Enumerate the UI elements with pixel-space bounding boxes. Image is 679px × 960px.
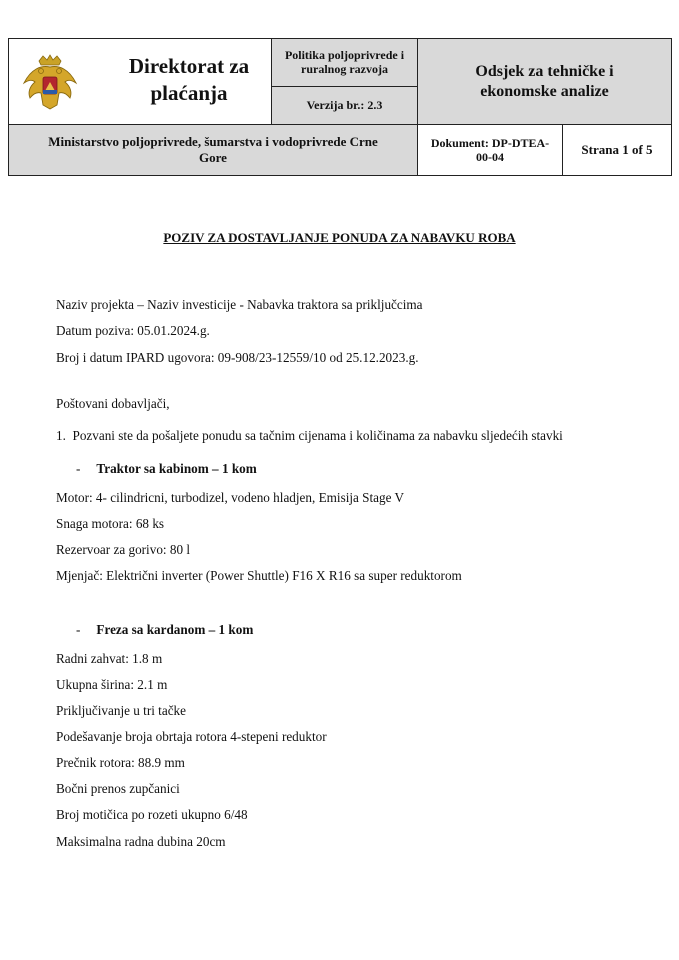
document-header-table [8, 38, 672, 176]
spec-line: Ukupna širina: 2.1 m [56, 677, 168, 692]
bullet-dash: - [76, 622, 81, 637]
montenegro-coat-of-arms-icon [21, 53, 79, 111]
numbered-paragraph-1 [56, 428, 563, 444]
page-number-cell: Strana 1 of 5 [563, 125, 672, 176]
spec-line: Radni zahvat: 1.8 m [56, 651, 163, 666]
project-name-line: Naziv projekta – Naziv investicije - Nabavka traktora sa priključcima [56, 297, 423, 312]
spec-line: Mjenjač: Električni inverter (Power Shuttle) F16 X R16 sa super reduktorom [56, 568, 462, 583]
ministry-cell: Ministarstvo poljoprivrede, šumarstva i vodoprivrede Crne Gore [9, 125, 418, 176]
contract-line: Broj i datum IPARD ugovora: 09-908/23-12559/10 od 25.12.2023.g. [56, 350, 419, 365]
document-id-cell: Dokument: DP-DTEA- 00-04 [418, 125, 563, 176]
org-name: Direktorat za plaćanja [128, 54, 250, 105]
org-cell [9, 39, 272, 125]
invitation-date-line: Datum poziva: 05.01.2024.g. [56, 323, 210, 338]
spec-line: Maksimalna radna dubina 20cm [56, 834, 226, 849]
freza-heading [76, 622, 253, 638]
freza-heading-text: Freza sa kardanom – 1 kom [96, 622, 254, 637]
spec-line: Priključivanje u tri tačke [56, 703, 187, 718]
bullet-dash: - [76, 461, 81, 476]
tractor-heading-text: Traktor sa kabinom – 1 kom [96, 461, 257, 476]
department-cell: Odsjek za tehničke i ekonomske analize [418, 39, 672, 125]
spec-line: Rezervoar za gorivo: 80 l [56, 542, 191, 557]
page-title: POZIV ZA DOSTAVLJANJE PONUDA ZA NABAVKU ROBA [163, 230, 516, 245]
spec-line: Snaga motora: 68 ks [56, 516, 165, 531]
spec-line: Podešavanje broja obrtaja rotora 4-stepeni reduktor [56, 729, 327, 744]
spec-line: Bočni prenos zupčanici [56, 781, 180, 796]
tractor-heading [76, 461, 257, 477]
spec-line: Motor: 4- cilindricni, turbodizel, vodeno hladjen, Emisija Stage V [56, 490, 405, 505]
spec-line: Broj motičica po rozeti ukupno 6/48 [56, 807, 248, 822]
greeting-line: Poštovani dobavljači, [56, 396, 170, 411]
version-cell: Verzija br.: 2.3 [272, 86, 418, 124]
list-text: Pozvani ste da pošaljete ponudu sa tačnim cijenama i količinama za nabavku sljedećih stavki [72, 428, 563, 443]
list-number: 1. [56, 428, 66, 443]
policy-cell: Politika poljoprivrede i ruralnog razvoja [272, 39, 418, 87]
spec-line: Prečnik rotora: 88.9 mm [56, 755, 185, 770]
